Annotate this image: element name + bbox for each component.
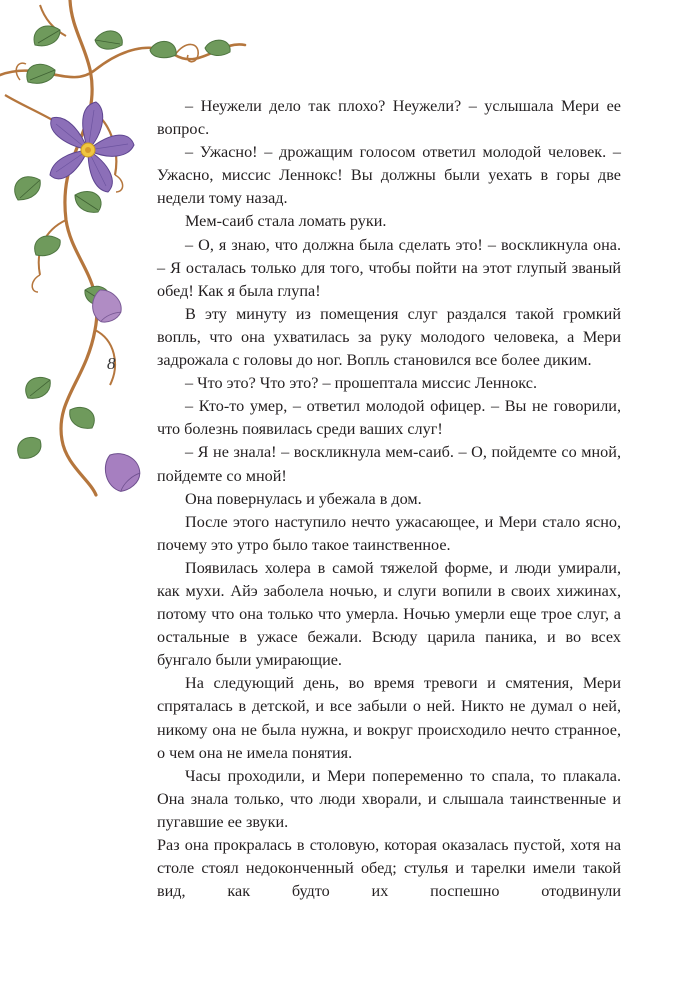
paragraph: На следующий день, во время тревоги и смятения, Мери спряталась в детской, и все забыли о ней. Никто не думал о ней, никому она не была нужна, и вокруг происходило нечто странное, о чем она не имела понятия.	[157, 674, 621, 762]
paragraph: Мем-саиб стала ломать руки.	[185, 212, 387, 231]
paragraph: – Кто-то умер, – ответил молодой офицер. – Вы не говорили, что болезнь появилась среди ваших слуг!	[157, 397, 621, 439]
paragraph: После этого наступило нечто ужасающее, и Мери стало ясно, почему это утро было такое таинственное.	[157, 512, 621, 554]
paragraph: – Ужасно! – дрожащим голосом ответил молодой человек. – Ужасно, миссис Леннокс! Вы должны были уехать в горы две недели тому назад.	[157, 143, 621, 208]
paragraph: Появилась холера в самой тяжелой форме, и люди умирали, как мухи. Айэ заболела ночью, и слуги вопили в своих хижинах, потому что она только что умерла. Ночью умерли еще трое слуг, а остальные в ужасе бежали. Всюду царила паника, и во всех бунгало были умирающие.	[157, 558, 621, 670]
bell-flower-lower	[97, 445, 147, 496]
page-number: 8	[107, 354, 116, 373]
paragraph: – Неужели дело так плохо? Неужели? – услышала Мери ее вопрос.	[157, 97, 621, 139]
clematis-flower	[50, 102, 134, 192]
body-text	[157, 95, 621, 903]
paragraph: Раз она прокралась в столовую, которая оказалась пустой, хотя на столе стоял недоконченный обед; стулья и тарелки имели такой вид, как будто их поспешно отодвинули	[157, 836, 621, 901]
paragraph: Часы проходили, и Мери попеременно то спала, то плакала. Она знала только, что люди хворали, и слышала таинственные и пугавшие ее звуки.	[157, 766, 621, 831]
paragraph: – Что это? Что это? – прошептала миссис Леннокс.	[185, 374, 537, 393]
paragraph: – Я не знала! – воскликнула мем-саиб. – О, пойдемте со мной, пойдемте со мной!	[157, 443, 621, 485]
paragraph: – О, я знаю, что должна была сделать это! – воскликнула она. – Я осталась только для того, чтобы пойти на этот глупый званый обед! Как я была глупа!	[157, 235, 621, 300]
paragraph: Она повернулась и убежала в дом.	[185, 489, 422, 508]
paragraph: В эту минуту из помещения слуг раздался такой громкий вопль, что она ухватилась за руку молодого человека, а Мери задрожала с головы до ног. Вопль становился все более диким.	[157, 304, 621, 370]
